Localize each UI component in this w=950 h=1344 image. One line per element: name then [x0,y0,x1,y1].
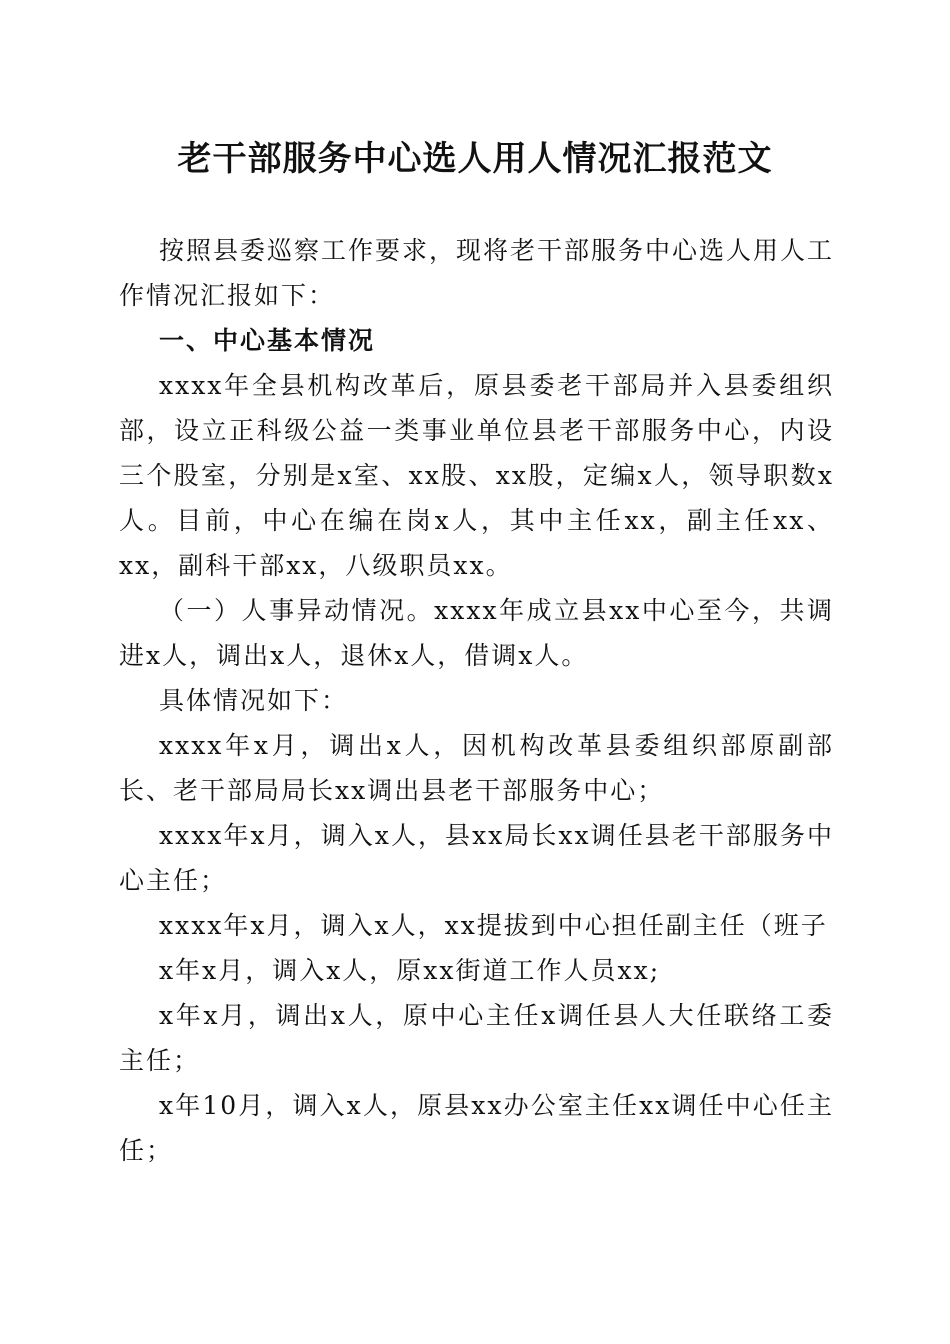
document-title: 老干部服务中心选人用人情况汇报范文 [177,139,773,179]
paragraph-basic-info: xxxx年全县机构改革后，原县委老干部局并入县委组织部，设立正科级公益一类事业单位县老干部服务中心，内设三个股室，分别是x室、xx股、xx股，定编x人，领导职数x人。目前，中心在编在岗x人，其中主任xx，副主任xx、xx，副科干部xx，八级职员xx。 [119,371,834,580]
section-heading-basic-info: 一、中心基本情况 [159,326,376,355]
paragraph-personnel-changes: （一）人事异动情况。xxxx年成立县xx中心至今，共调进x人，调出x人，退休x人，借调x人。 [119,596,834,670]
paragraph-intro: 按照县委巡察工作要求，现将老干部服务中心选人用人工作情况汇报如下： [119,236,835,310]
list-item: xxxx年x月，调入x人，县xx局长xx调任县老干部服务中心主任； [119,821,834,895]
paragraph-details-intro: 具体情况如下： [159,686,349,715]
list-item: xxxx年x月，调入x人，xx提拔到中心担任副主任（班子 [159,911,828,940]
list-item: xxxx年x月，调出x人，因机构改革县委组织部原副部长、老干部局局长xx调出县老干部服务中心； [119,731,834,805]
document-body [119,228,834,1173]
list-item: x年x月，调出x人，原中心主任x调任县人大任联络工委主任； [119,1001,834,1075]
list-item: x年x月，调入x人，原xx街道工作人员xx; [159,956,661,985]
list-item: x年10月，调入x人，原县xx办公室主任xx调任中心任主任； [119,1091,834,1165]
